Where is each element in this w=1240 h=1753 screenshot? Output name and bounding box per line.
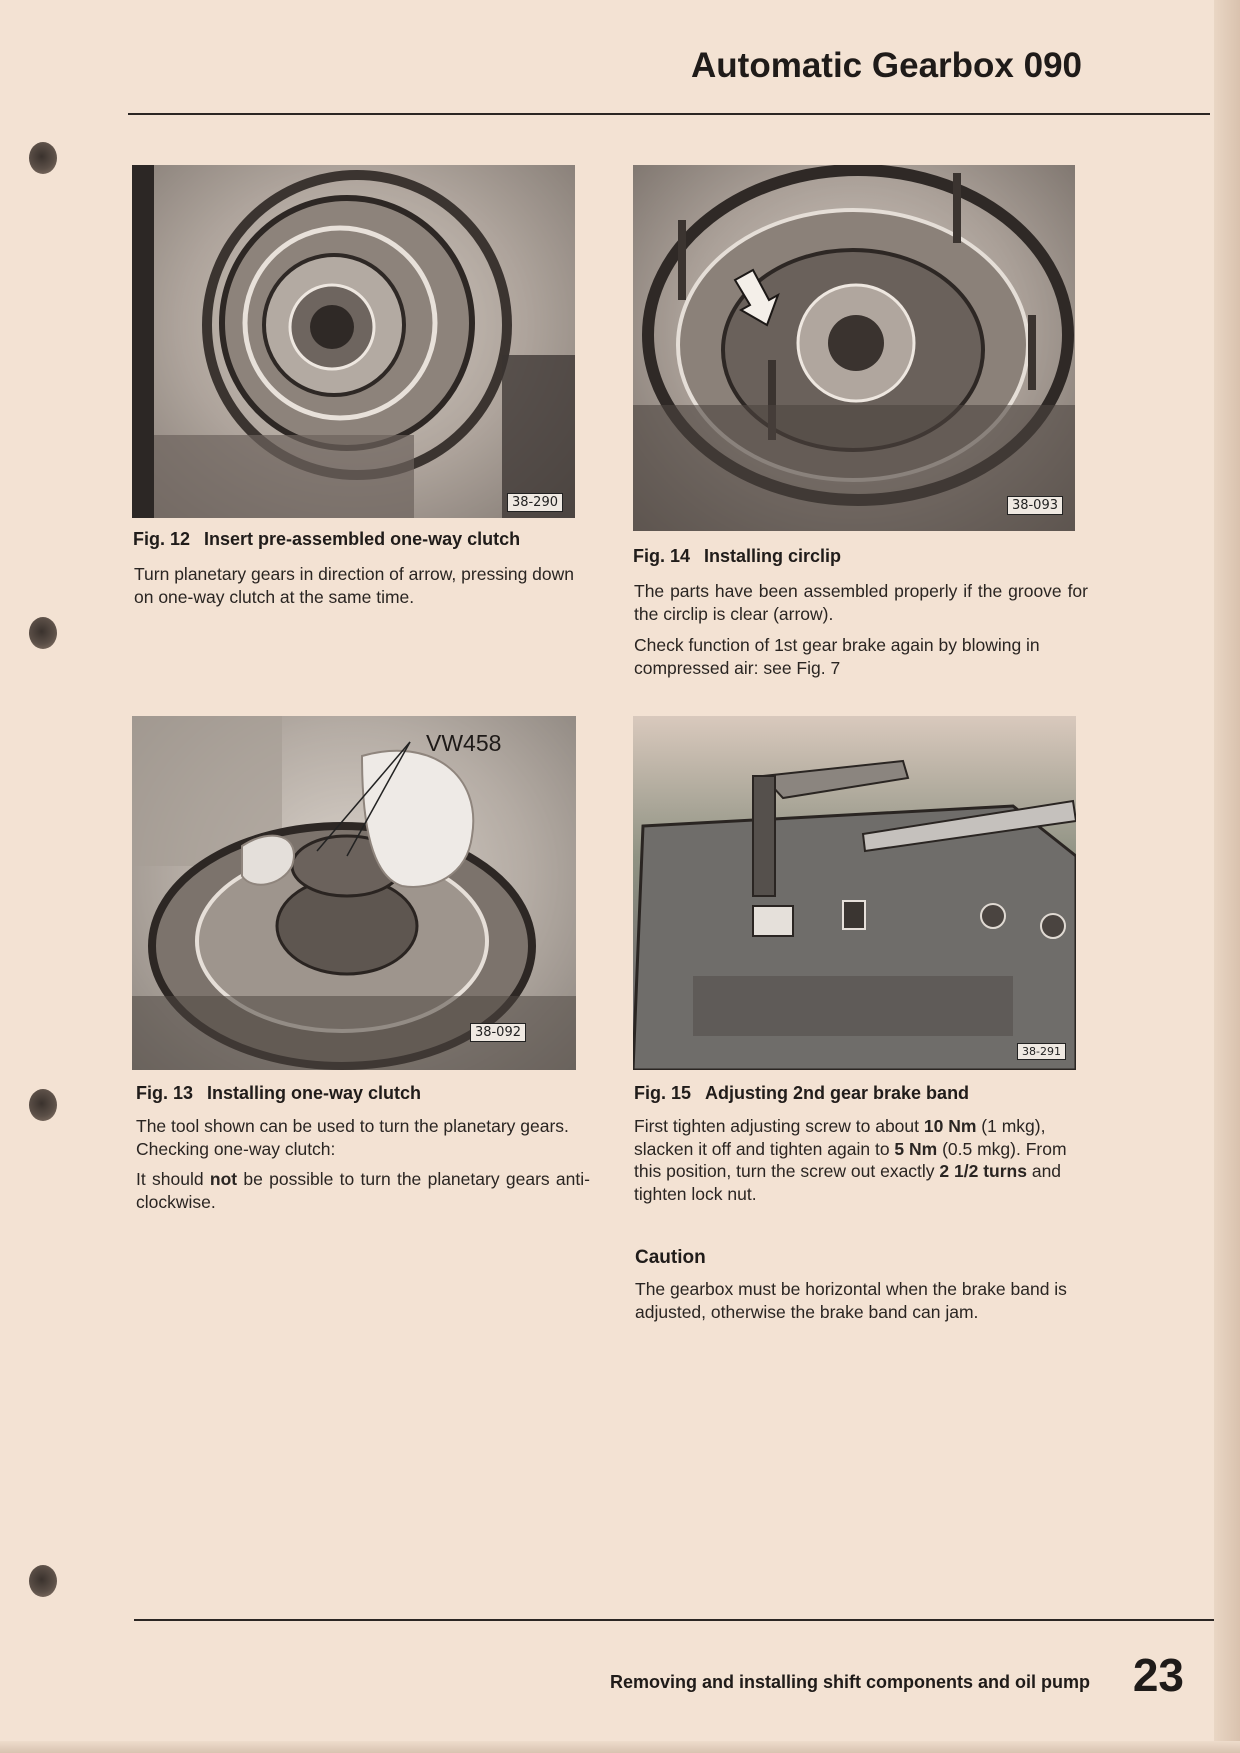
fig15-text-part: (1 mkg), slacken it off and tighten again to <box>634 1116 1046 1159</box>
fig13-tool-label: VW458 <box>426 730 502 756</box>
footer-section-title: Removing and installing shift components and oil pump <box>609 1672 1090 1692</box>
fig12-caption-title: Insert pre-assembled one-way clutch <box>204 529 521 549</box>
fig15-text-emphasis: 5 Nm <box>894 1138 938 1159</box>
fig15-caption-number: Fig. 15 <box>634 1083 692 1103</box>
punch-hole <box>29 1565 57 1597</box>
punch-hole <box>29 617 57 649</box>
fig14-image-code: 38-093 <box>1007 496 1063 515</box>
fig12-caption <box>133 529 520 550</box>
fig14-text-1: The parts have been assembled properly if the groove for the circlip is clear (arrow). <box>634 581 1088 624</box>
fig15-text-emphasis: 10 Nm <box>923 1116 977 1136</box>
fig15-photo <box>633 716 1076 1070</box>
fig15-image-code: 38-291 <box>1017 1043 1066 1060</box>
fig15-text-part: (0.5 mkg). From this position, turn the screw out exactly <box>634 1138 1067 1181</box>
fig15-caption <box>634 1083 969 1104</box>
fig13-image-code: 38-092 <box>470 1023 526 1042</box>
fig15-caption-title: Adjusting 2nd gear brake band <box>705 1083 970 1103</box>
caution-text: The gearbox must be horizontal when the brake band is adjusted, otherwise the brake band can jam. <box>635 1279 1067 1322</box>
fig15-text-part: and tighten lock nut. <box>634 1161 1062 1204</box>
page-title: Automatic Gearbox 090 <box>691 46 1082 85</box>
fig13-text-2-part: be possible to turn the planetary gears anti-clockwise. <box>136 1169 590 1212</box>
fig15-text-part: First tighten adjusting screw to about <box>634 1116 924 1136</box>
fig14-caption-title: Installing circlip <box>704 546 842 566</box>
footer-divider <box>134 1619 1214 1621</box>
fig13-photo <box>132 716 576 1070</box>
punch-hole <box>29 1089 57 1121</box>
fig12-image-code: 38-290 <box>507 493 563 512</box>
caution-heading: Caution <box>635 1247 706 1268</box>
fig14-caption-number: Fig. 14 <box>633 546 691 566</box>
fig12-photo <box>132 165 575 518</box>
fig13-text-2-part: It should <box>136 1169 210 1189</box>
header-divider <box>128 113 1210 115</box>
fig14-photo <box>633 165 1075 531</box>
fig14-caption <box>633 546 841 567</box>
fig13-caption-title: Installing one-way clutch <box>207 1083 422 1103</box>
punch-hole <box>29 142 57 174</box>
page-bottom-edge <box>0 1741 1240 1753</box>
fig13-text-2-emphasis: not <box>209 1169 238 1189</box>
page-number: 23 <box>1132 1649 1184 1701</box>
fig13-text-2 <box>136 1168 590 1213</box>
fig13-caption-number: Fig. 13 <box>136 1083 194 1103</box>
fig15-text <box>634 1115 1088 1205</box>
fig12-text: Turn planetary gears in direction of arrow, pressing down on one-way clutch at the same time. <box>134 564 574 607</box>
fig15-text-emphasis: 2 1/2 turns <box>939 1161 1027 1181</box>
fig13-caption <box>136 1083 421 1104</box>
fig13-text-1: The tool shown can be used to turn the planetary gears. Checking one-way clutch: <box>136 1116 569 1159</box>
fig12-caption-number: Fig. 12 <box>133 529 191 549</box>
page-edge <box>1214 0 1240 1753</box>
fig14-text-2: Check function of 1st gear brake again by blowing in compressed air: see Fig. 7 <box>634 635 1040 678</box>
